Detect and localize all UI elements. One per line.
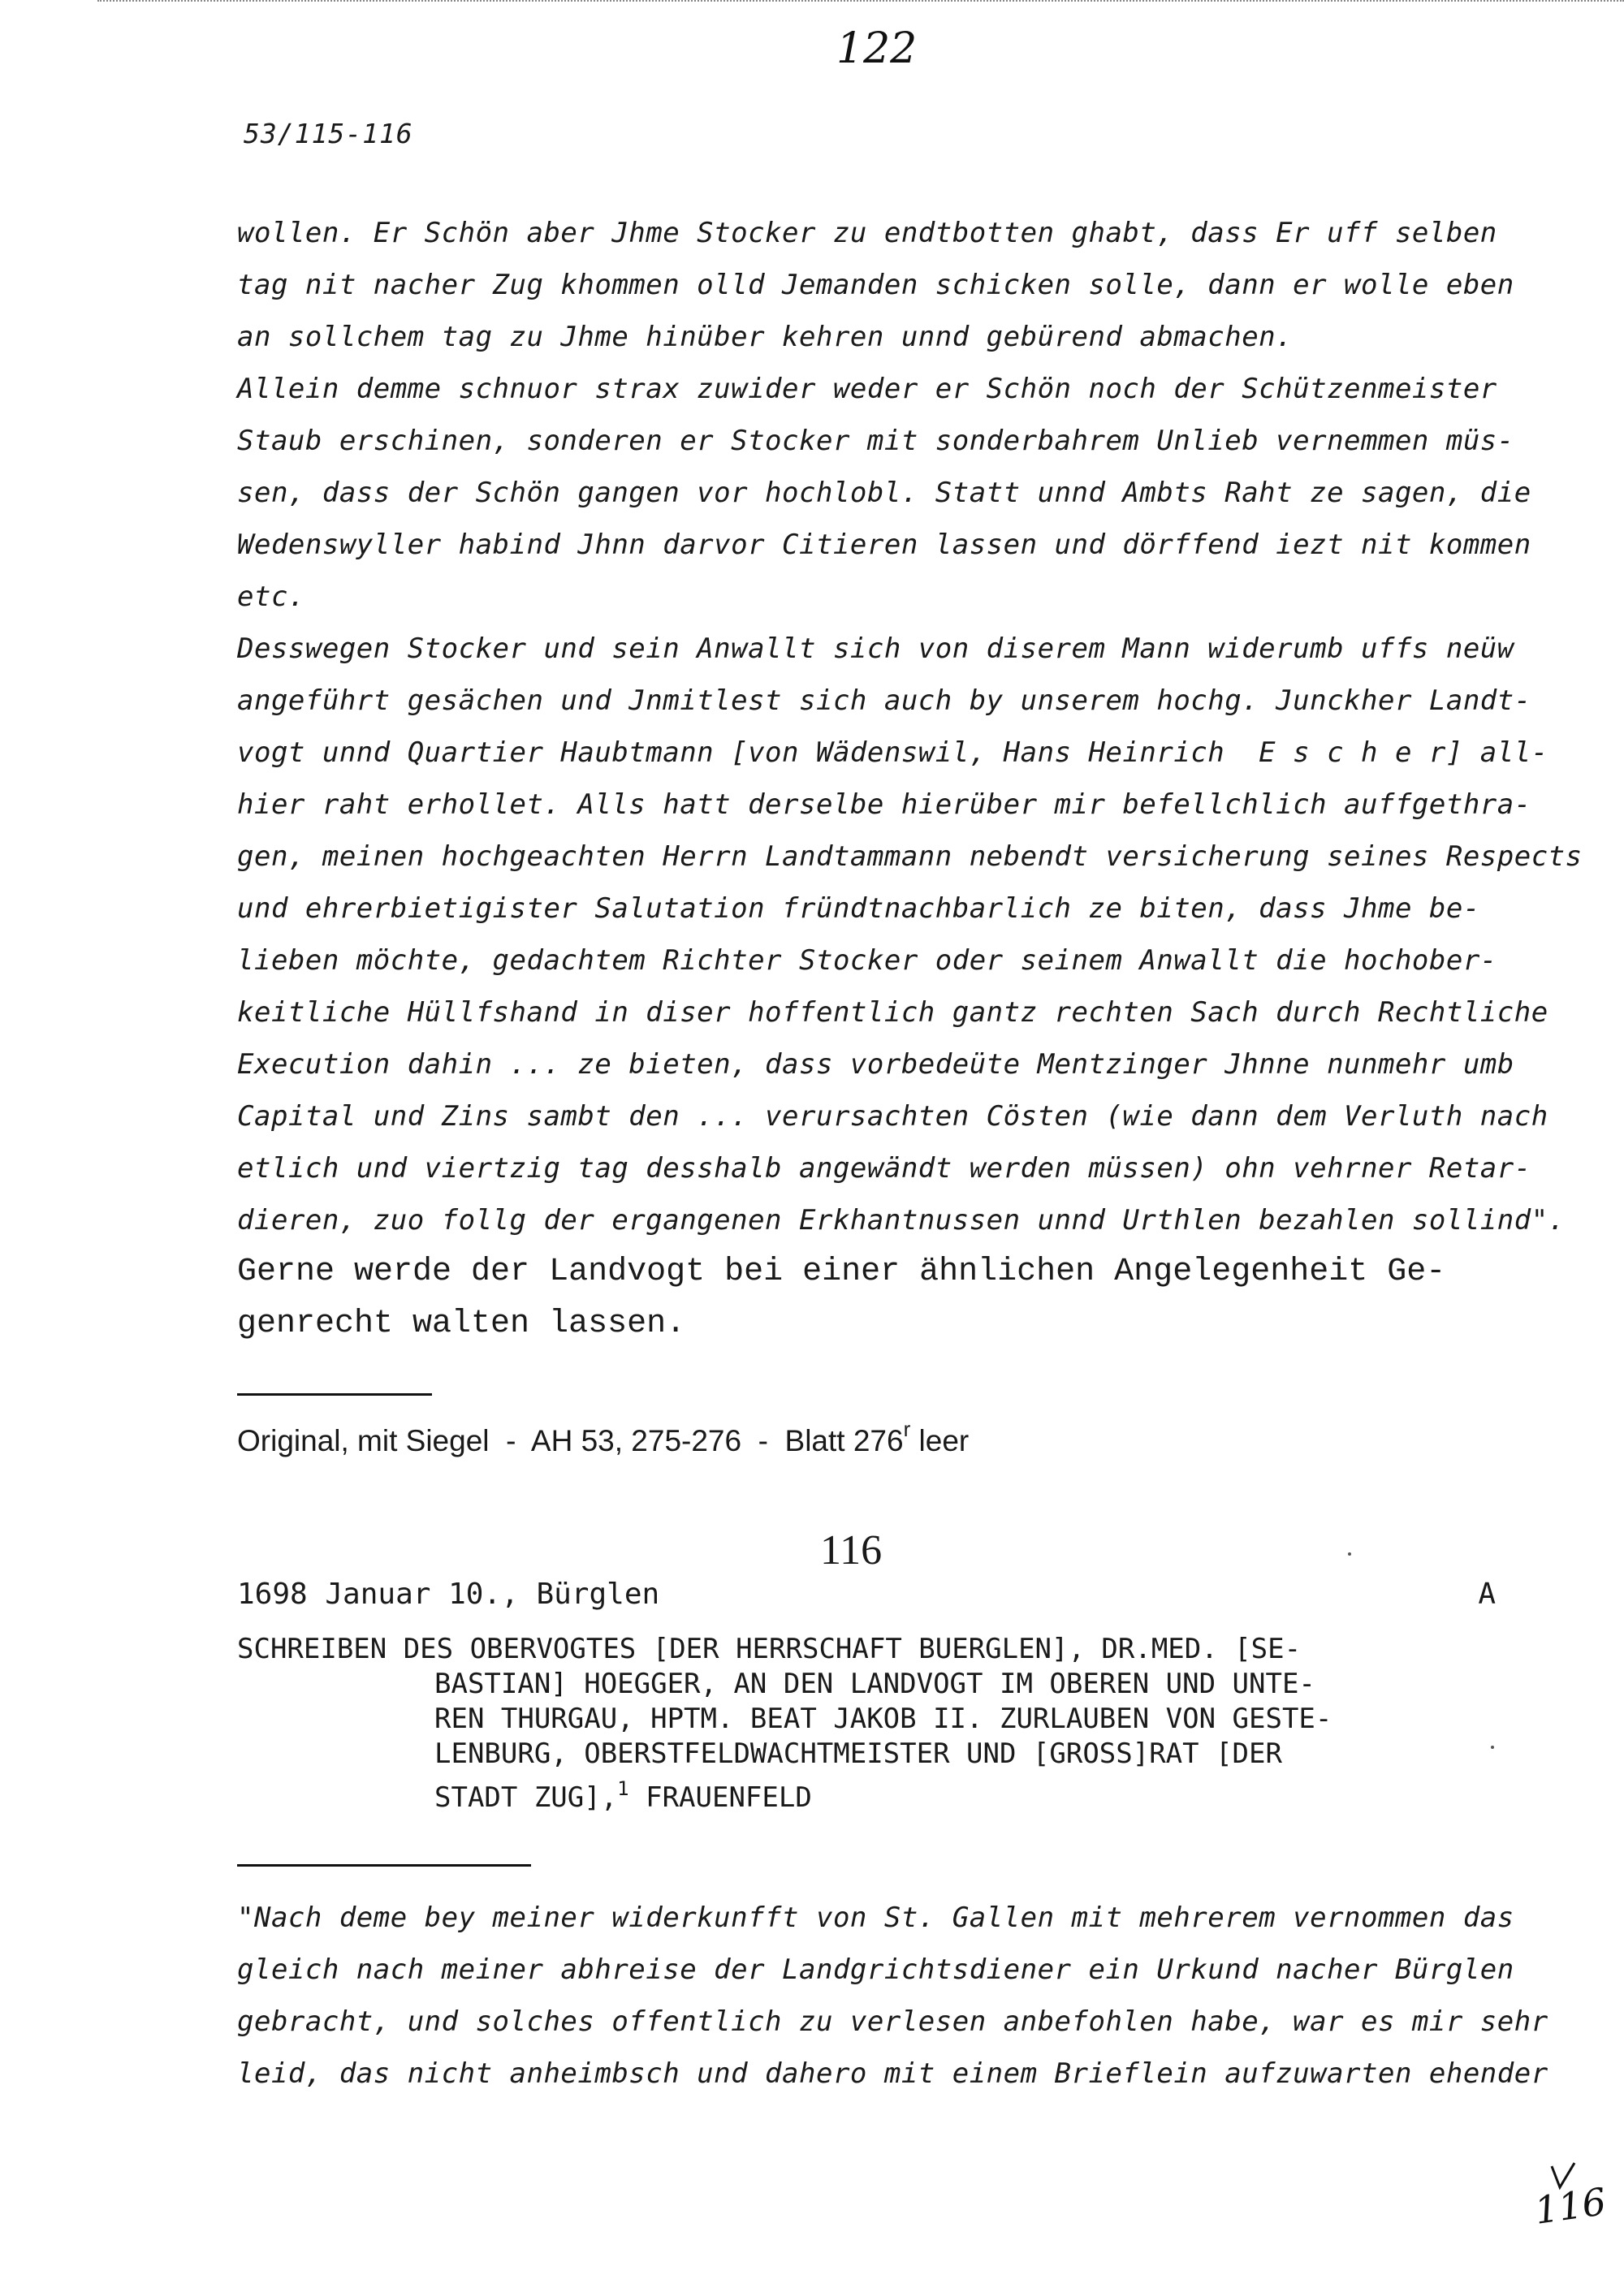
title-line: LENBURG, OBERSTFELDWACHTMEISTER UND [GROSS]RAT [DER	[434, 1738, 1282, 1770]
text-line: Wedenswyller habind Jhnn darvor Citieren lassen und dörffend iezt nit kommen	[237, 529, 1531, 561]
source-note-suffix: leer	[910, 1424, 970, 1457]
text-line: gebracht, und solches offentlich zu verlesen anbefohlen habe, war es mir sehr	[237, 2005, 1548, 2038]
date-place: 1698 Januar 10., Bürglen	[237, 1578, 660, 1611]
text-line: Staub erschinen, sonderen er Stocker mit sonderbahrem Unlieb vernemmen müs-	[237, 425, 1514, 457]
text-line: lieben möchte, gedachtem Richter Stocker oder seinem Anwallt die hochober-	[237, 944, 1497, 977]
text-line: hier raht erhollet. Alls hatt derselbe hierüber mir befellchlich auffgethra-	[237, 788, 1531, 821]
text-line: "Nach deme bey meiner widerkunfft von St. Gallen mit mehrerem vernommen das	[237, 1902, 1514, 1934]
text-line: etc.	[237, 581, 305, 613]
source-note-text: Original, mit Siegel - AH 53, 275-276 - Blatt 276	[237, 1424, 904, 1457]
folio-superscript: r	[903, 1417, 911, 1441]
text-line: wollen. Er Schön aber Jhme Stocker zu endtbotten ghabt, dass Er uff selben	[237, 217, 1497, 249]
text-line: Execution dahin ... ze bieten, dass vorbedeüte Mentzinger Jhnne nunmehr umb	[237, 1048, 1514, 1081]
text-line: leid, das nicht anheimbsch und dahero mit einem Brieflein aufzuwarten ehender	[237, 2057, 1548, 2090]
text-line: sen, dass der Schön gangen vor hochlobl. Statt unnd Ambts Raht ze sagen, die	[237, 477, 1531, 509]
footnote-marker: 1	[617, 1777, 629, 1800]
handwritten-page-number: 122	[836, 24, 918, 73]
text-line: gen, meinen hochgeachten Herrn Landtammann nebendt versicherung seines Respects	[237, 840, 1583, 873]
title-text: STADT ZUG],	[434, 1781, 618, 1814]
text-line: tag nit nacher Zug khommen olld Jemanden schicken solle, dann er wolle eben	[237, 269, 1514, 301]
text-line: dieren, zuo follg der ergangenen Erkhantnussen unnd Urthlen bezahlen sollind".	[237, 1204, 1566, 1237]
text-line: Allein demme schnuor strax zuwider weder er Schön noch der Schützenmeister	[237, 373, 1497, 405]
scan-speck	[1491, 1746, 1494, 1749]
separator-rule	[237, 1393, 432, 1396]
text-line: gleich nach meiner abhreise der Landgrichtsdiener ein Urkund nacher Bürglen	[237, 1953, 1514, 1986]
text-line: Capital und Zins sambt den ... verursachten Cösten (wie dann dem Verluth nach	[237, 1100, 1548, 1133]
text-line: vogt unnd Quartier Haubtmann [von Wädenswil, Hans Heinrich E s c h e r] all-	[237, 736, 1548, 769]
source-note	[237, 1405, 969, 1466]
document-number: 116	[820, 1527, 883, 1574]
scan-speck	[1348, 1552, 1351, 1556]
title-line-last	[237, 1772, 1520, 1814]
text-line: keitliche Hüllfshand in diser hoffentlich gantz rechten Sach durch Rechtliche	[237, 996, 1548, 1029]
text-line: an sollchem tag zu Jhme hinüber kehren unnd gebürend abmachen.	[237, 321, 1294, 353]
text-line: und ehrerbietigister Salutation fründtnachbarlich ze biten, dass Jhme be-	[237, 892, 1480, 925]
quoted-text-block	[237, 207, 1583, 1246]
text-line: angeführt gesächen und Jnmitlest sich auch by unserem hochg. Junckher Landt-	[237, 684, 1531, 717]
text-line: etlich und viertzig tag desshalb angewändt werden müssen) ohn vehrner Retar-	[237, 1152, 1531, 1185]
document-reference: 53/115-116	[244, 118, 413, 149]
letter-text-block	[237, 1892, 1553, 2100]
scan-edge-line	[97, 0, 1624, 2]
text-line: genrecht walten lassen.	[237, 1306, 686, 1342]
title-line: SCHREIBEN DES OBERVOGTES [DER HERRSCHAFT BUERGLEN], DR.MED. [SE-	[237, 1633, 1302, 1665]
text-line: Desswegen Stocker und sein Anwallt sich von diserem Mann widerumb uffs neüw	[237, 632, 1514, 665]
document-title	[237, 1632, 1520, 1814]
document-grade: A	[1478, 1578, 1496, 1611]
text-line: Gerne werde der Landvogt bei einer ähnlichen Angelegenheit Ge-	[237, 1254, 1446, 1290]
separator-rule	[237, 1864, 531, 1867]
title-line: BASTIAN] HOEGGER, AN DEN LANDVOGT IM OBEREN UND UNTE-	[434, 1668, 1315, 1700]
title-line: REN THURGAU, HPTM. BEAT JAKOB II. ZURLAUBEN VON GESTE-	[434, 1703, 1332, 1735]
handwritten-corner-number: 116	[1531, 2179, 1609, 2233]
title-suffix: FRAUENFELD	[628, 1781, 812, 1814]
summary-paragraph	[237, 1246, 1445, 1350]
